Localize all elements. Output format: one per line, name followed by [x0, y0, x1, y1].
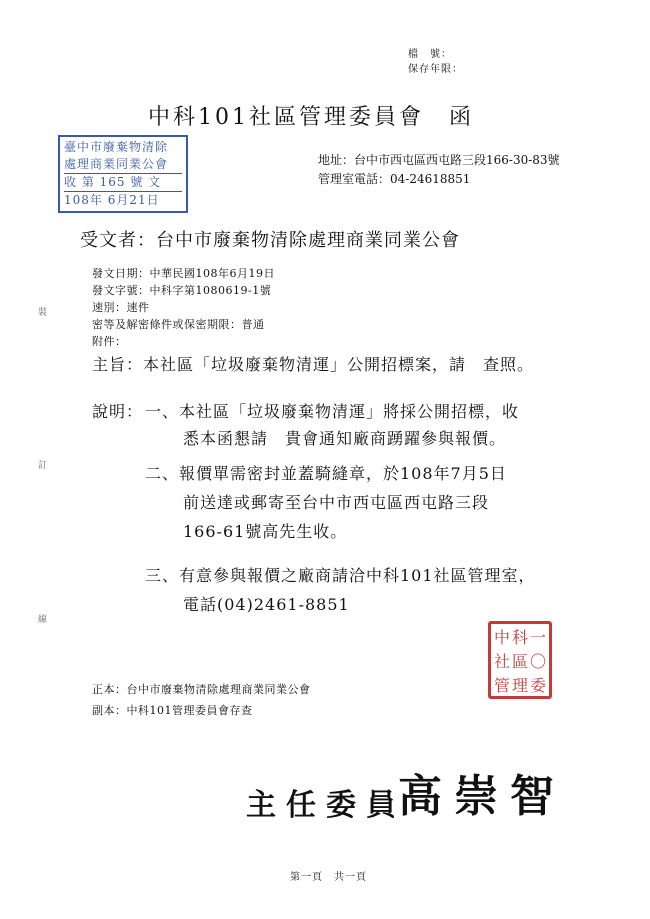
explanation-item-2-line-1: 二、報價單需密封並蓋騎縫章，於108年7月5日: [145, 464, 507, 483]
subject: 主旨：本社區「垃圾廢棄物清運」公開招標案，請 查照。: [92, 355, 535, 374]
received-stamp-line3: 收 第 165 號 文: [64, 173, 182, 191]
binding-mark: 裝: [38, 308, 48, 318]
seal-char: 一: [529, 628, 546, 647]
seal-char: 社: [493, 652, 510, 671]
official-seal: [488, 621, 552, 699]
explanation-item-1-line-1: 一、本社區「垃圾廢棄物清運」將採公開招標，收: [145, 402, 520, 421]
page-footer: 第一頁 共一頁: [290, 872, 367, 883]
document-number: 發文字號：中科字第1080619-1號: [92, 284, 272, 297]
received-stamp-line4: 108年 6月21日: [64, 191, 182, 209]
signature-title: 主任委員: [246, 788, 406, 823]
received-stamp: [58, 135, 188, 213]
seal-char: 管: [493, 676, 510, 695]
explanation-item-3-line-1: 三、有意參與報價之廠商請洽中科101社區管理室，: [145, 566, 536, 585]
speed-class: 速別：速件: [92, 301, 150, 314]
signature-name: 高崇智: [398, 771, 566, 822]
explanation-label: 說明：: [92, 402, 144, 421]
file-number-label: 檔 號：: [408, 49, 452, 60]
received-stamp-line2: 處理商業同業公會: [64, 157, 169, 171]
seal-char: 區: [511, 652, 528, 671]
explanation-item-3-line-2: 電話(04)2461-8851: [183, 595, 350, 614]
explanation-item-2-line-2: 前送達或郵寄至台中市西屯區西屯路三段: [183, 493, 490, 512]
page-title: 中科101社區管理委員會 函: [148, 105, 474, 130]
seal-char: 理: [511, 676, 528, 695]
retention-label: 保存年限：: [408, 64, 463, 75]
seal-char: 〇: [529, 652, 546, 671]
seal-char: 科: [511, 628, 528, 647]
issue-date: 發文日期：中華民國108年6月19日: [92, 267, 275, 280]
phone-line: 管理室電話：04-24618851: [318, 172, 471, 186]
received-stamp-line1: 臺中市廢棄物清除: [64, 140, 169, 154]
address-line: 地址：台中市西屯區西屯路三段166-30-83號: [318, 153, 560, 167]
recipient: 受文者：台中市廢棄物清除處理商業同業公會: [80, 230, 460, 251]
explanation-item-1-line-2: 悉本函懇請 貴會通知廠商踴躍參與報價。: [183, 429, 507, 448]
attachment: 附件：: [92, 335, 127, 348]
main-copy: 正本：台中市廢棄物清除處理商業同業公會: [92, 683, 311, 696]
cc-copy: 副本：中科101管理委員會存查: [92, 704, 253, 717]
binding-mark: 訂: [38, 461, 48, 471]
explanation-item-2-line-3: 166-61號高先生收。: [183, 522, 348, 541]
binding-mark: 線: [38, 615, 48, 625]
secrecy-level: 密等及解密條件或保密期限：普通: [92, 318, 265, 331]
seal-char: 委: [529, 676, 546, 695]
seal-char: 中: [493, 628, 510, 647]
